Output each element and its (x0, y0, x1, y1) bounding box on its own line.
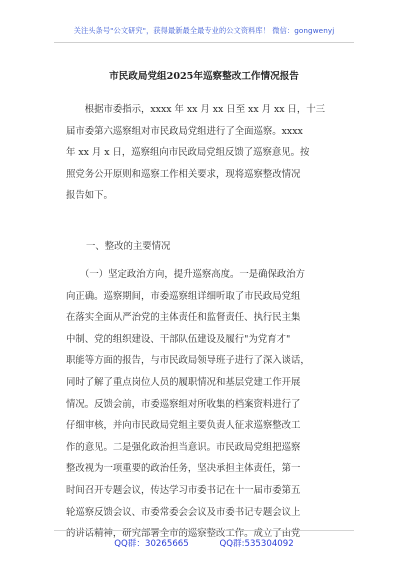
text-line: （一）坚定政治方向，提升巡察高度。一是确保政治方 (66, 269, 306, 280)
text-line: 报告如下。 (66, 190, 113, 202)
footer-divider (54, 530, 354, 531)
text-line: 仔细审核，并向市民政局党组主要负责人征求巡察整改工 (66, 420, 301, 432)
header-banner: 关注头条号"公文研究"，获得最新最全最专业的公文资料库！ 微信：gongwenyj (73, 26, 335, 35)
text-line: 整改视为一项重要的政治任务，坚决承担主体责任，第一 (66, 463, 301, 475)
text-line: 同时了解了重点岗位人员的履职情况和基层党建工作开展 (66, 376, 301, 388)
text-line: 情况。反馈会前，市委巡察组对所收集的档案资料进行了 (66, 398, 301, 410)
text-line: 的讲话精神，研究部署全市的巡察整改工作。成立了由党 (66, 528, 301, 540)
qq-group-2: QQ群:535304092 (219, 539, 294, 549)
text-line: 届市委第六巡察组对市民政局党组进行了全面巡察。xxxx (66, 125, 303, 137)
text-line: 年 xx 月 x 日，巡察组向市民政局党组反馈了巡察意见。按 (66, 147, 310, 159)
text-line: 根据市委指示，xxxx 年 xx 月 xx 日至 xx 月 xx 日，十三 (66, 104, 326, 115)
section-paragraph (66, 264, 342, 545)
text-line: 向正确。巡察期间，市委巡察组详细听取了市民政局党组 (66, 290, 301, 302)
footer-contact (0, 537, 408, 549)
text-line: 轮巡察反馈会议、市委常委会会议及市委书记专题会议上 (66, 506, 301, 518)
text-line: 中制、党的组织建设、干部队伍建设及履行"为党育才" (66, 333, 291, 345)
header-divider (54, 42, 354, 43)
text-line: 照党务公开原则和巡察工作相关要求，现将巡察整改情况 (66, 168, 301, 180)
text-line: 作的意见。二是强化政治担当意识。市民政局党组把巡察 (66, 441, 301, 453)
document-title: 市民政局党组2025年巡察整改工作情况报告 (109, 71, 299, 82)
qq-group-1: QQ群：30265665 (114, 539, 189, 549)
text-line: 职能等方面的报告，与市民政局领导班子进行了深入谈话， (66, 355, 310, 367)
text-line: 时间召开专题会议，传达学习市委书记在十一届市委第五 (66, 484, 301, 496)
section-heading: 一、整改的主要情况 (86, 241, 171, 252)
intro-paragraph (66, 99, 342, 207)
text-line: 在落实全面从严治党的主体责任和监督责任、执行民主集 (66, 312, 301, 324)
